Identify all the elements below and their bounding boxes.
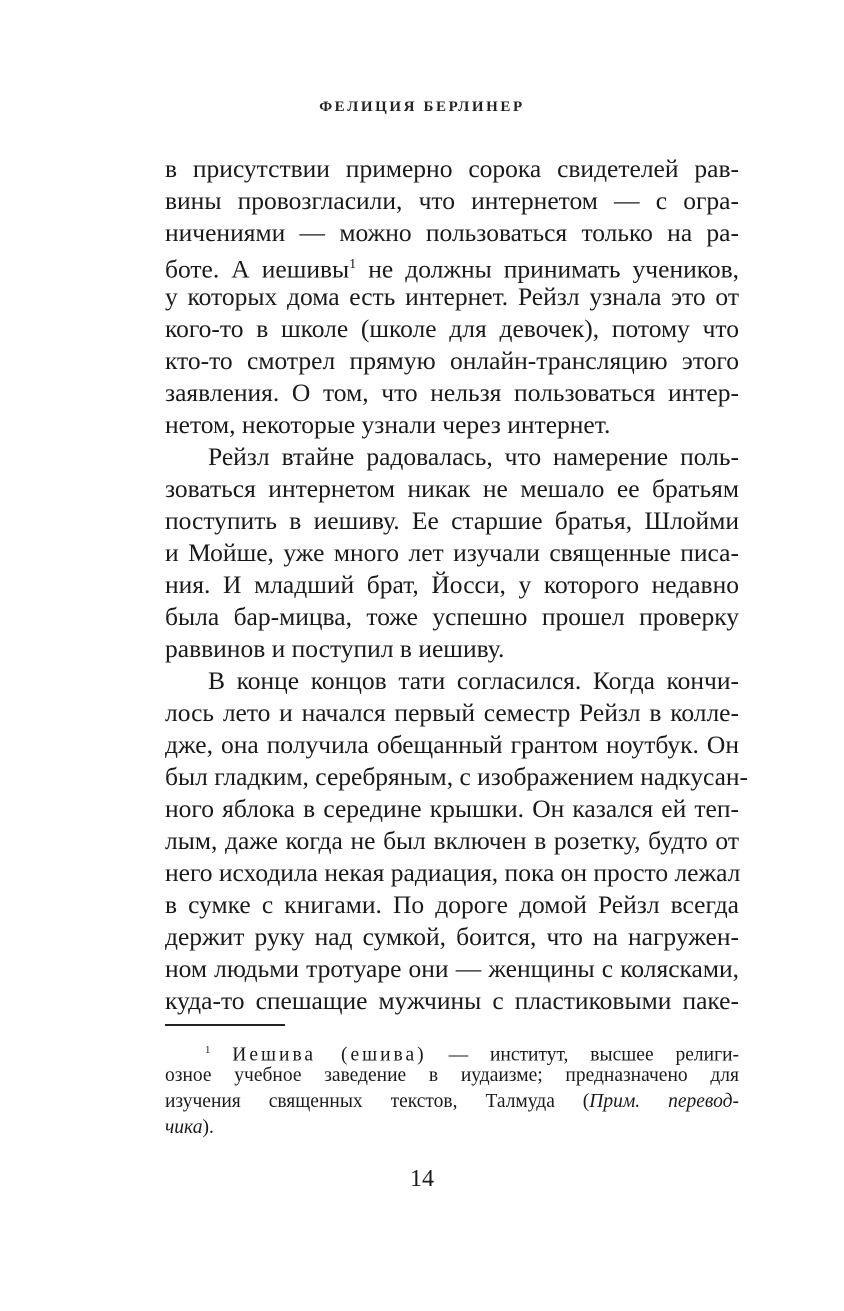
running-head: ФЕЛИЦИЯ БЕРЛИНЕР <box>319 99 525 115</box>
text-line: был гладким, серебряным, с изображением надкусан- <box>165 762 749 791</box>
text-line: куда-то спешащие мужчины с пластиковыми паке- <box>165 986 739 1015</box>
text-line: была бар-мицва, тоже успешно прошел проверку <box>165 602 739 631</box>
text-line: в присутствии примерно сорока свидетелей рав- <box>165 154 739 183</box>
text-line: ния. И младший брат, Йосси, у которого недавно <box>165 570 739 599</box>
footnote-term: Иешива (ешива) <box>232 1044 427 1066</box>
text-line: в сумке с книгами. По дороге домой Рейзл всегда <box>165 890 739 919</box>
footnote-text: ). <box>202 1117 214 1138</box>
text-fragment: не должны принимать учеников, <box>368 254 740 284</box>
text-line: лось лето и начался первый семестр Рейзл в колле- <box>165 698 739 727</box>
text-line: заявления. О том, что нельзя пользоваться интер- <box>165 378 739 407</box>
text-line: зоваться интернетом никак не мешало ее братьям <box>165 474 739 503</box>
footnote-italic: чика <box>165 1117 203 1138</box>
text-line-with-footnote-ref <box>165 251 739 284</box>
text-line: ном людьми тротуаре они — женщины с колясками, <box>165 954 739 983</box>
page-number: 14 <box>410 1166 434 1192</box>
text-line: и Мойше, уже много лет изучали священные писа- <box>165 538 739 567</box>
text-line: поступить в иешиву. Ее старшие братья, Шлойми <box>165 506 739 535</box>
text-line: раввинов и поступил в иешиву. <box>165 634 505 663</box>
text-line: лым, даже когда не был включен в розетку, будто от <box>165 826 739 855</box>
footnote-line <box>165 1116 739 1140</box>
footnote-line: озное учебное заведение в иудаизме; предназначено для <box>165 1065 739 1086</box>
text-line: него исходила некая радиация, пока он просто лежал <box>165 858 741 887</box>
footnote-italic: Прим. перевод- <box>589 1091 739 1112</box>
text-line: держит руку над сумкой, боится, что на нагружен- <box>165 922 739 951</box>
text-line: у которых дома есть интернет. Рейзл узнала это от <box>165 282 739 311</box>
footnote-divider <box>165 1024 285 1026</box>
text-line: Рейзл втайне радовалась, что намерение поль- <box>208 442 739 471</box>
text-line: нетом, некоторые узнали через интернет. <box>165 410 611 439</box>
footnote-text: изучения священных текстов, Талмуда ( <box>165 1091 590 1112</box>
text-line: ничениями — можно пользоваться только на ра- <box>165 218 739 247</box>
footnote-marker: 1 <box>205 1044 211 1056</box>
footnote-reference: 1 <box>349 257 357 272</box>
text-line: дже, она получила обещанный грантом ноутбук. Он <box>165 730 739 759</box>
footnote-text: — институт, высшее религи- <box>426 1044 740 1066</box>
text-line: вины провозгласили, что интернетом — с огра- <box>165 186 739 215</box>
text-fragment: боте. А иешивы <box>165 254 350 284</box>
footnote-line <box>165 1090 739 1114</box>
text-line: ного яблока в середине крышки. Он казался ей теп- <box>165 794 739 823</box>
text-line: кто-то смотрел прямую онлайн-трансляцию этого <box>165 346 739 375</box>
text-line: кого-то в школе (школе для девочек), потому что <box>165 314 739 343</box>
text-line: В конце концов тати согласился. Когда кончи- <box>208 666 739 695</box>
